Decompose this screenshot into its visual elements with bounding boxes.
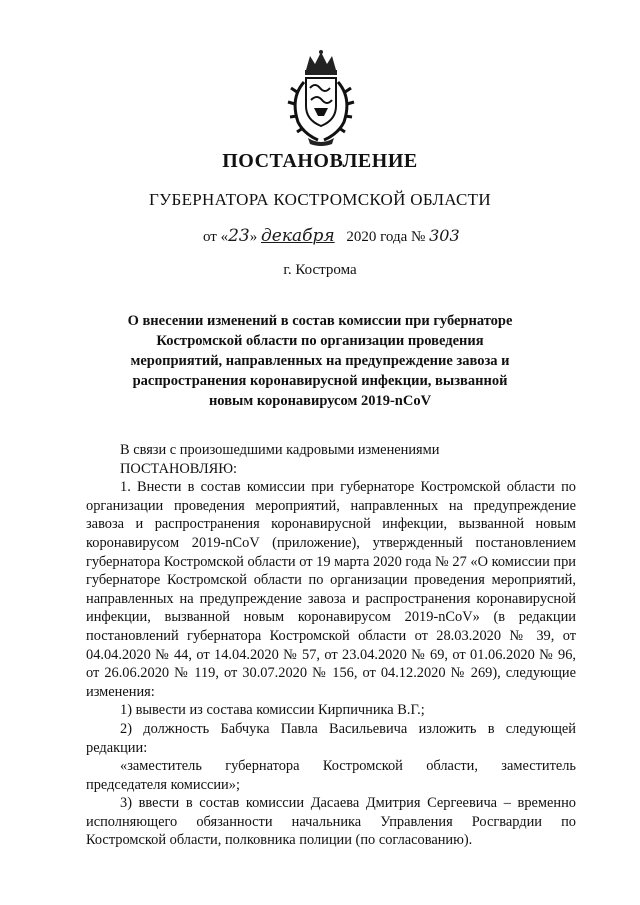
document-number: 303 [429,226,460,245]
date-month: декабря [261,226,335,246]
document-subtitle: ГУБЕРНАТОРА КОСТРОМСКОЙ ОБЛАСТИ [149,190,491,209]
subitem-3-paragraph: 3) ввести в состав комиссии Дасаева Дмитрия Сергеевича – временно исполняющего обязанности начальника Управления Росгвардии по Костромской области, полковника полиции (по согласованию). [86,795,576,849]
date-mid: » [249,229,261,245]
resolve-paragraph: ПОСТАНОВЛЯЮ: [120,460,238,477]
document-city: г. Кострома [283,262,357,278]
date-day: 23 [228,226,250,246]
intro-paragraph: В связи с произошедшими кадровыми изменениями [120,442,440,458]
subitem-2-quote-paragraph: «заместитель губернатора Костромской области, заместитель председателя комиссии»; [86,758,576,793]
subitem-1-paragraph: 1) вывести из состава комиссии Кирпичника В.Г.; [120,702,425,719]
document-title: ПОСТАНОВЛЕНИЕ [222,150,418,172]
date-year: 2020 года № [342,229,430,245]
item-1-paragraph: 1. Внести в состав комиссии при губернаторе Костромской области по организации проведения мероприятий, направленных на предупреждение завоза и распространения коронавирусной инфекции, вызванной новым коронавирусом 2019-nCoV (приложение), утвержденный постановлением губернатора Костромской области от 19 марта 2020 года № 27 «О комиссии при губернаторе Костромской области по организации проведения мероприятий, направленных на предупреждение завоза и распространения коронавирусной инфекции, вызванной новым коронавирусом 2019-nCoV» (в редакции постановлений губернатора Костромской области от 28.03.2020 № 39, от 04.04.2020 № 44, от 14.04.2020 № 57, от 23.04.2020 № 69, от 01.06.2020 № 96, от 26.06.2020 № 119, от 30.07.2020 № 156, от 04.12.2020 № 269), следующие изменения: [86,479,576,700]
kostroma-coat-of-arms-emblem [284,48,358,148]
document-heading: О внесении изменений в состав комиссии при губернаторе Костромской области по организации проведения мероприятий, направленных на предупреждение завоза и распространения коронавирусной инфекции, вызванной новым коронавирусом 2019-nCoV [127,313,513,409]
date-prefix: от « [203,229,229,245]
document-body [86,441,576,850]
document-date-line [203,226,460,246]
subitem-2-paragraph: 2) должность Бабчука Павла Васильевича изложить в следующей редакции: [86,720,576,756]
